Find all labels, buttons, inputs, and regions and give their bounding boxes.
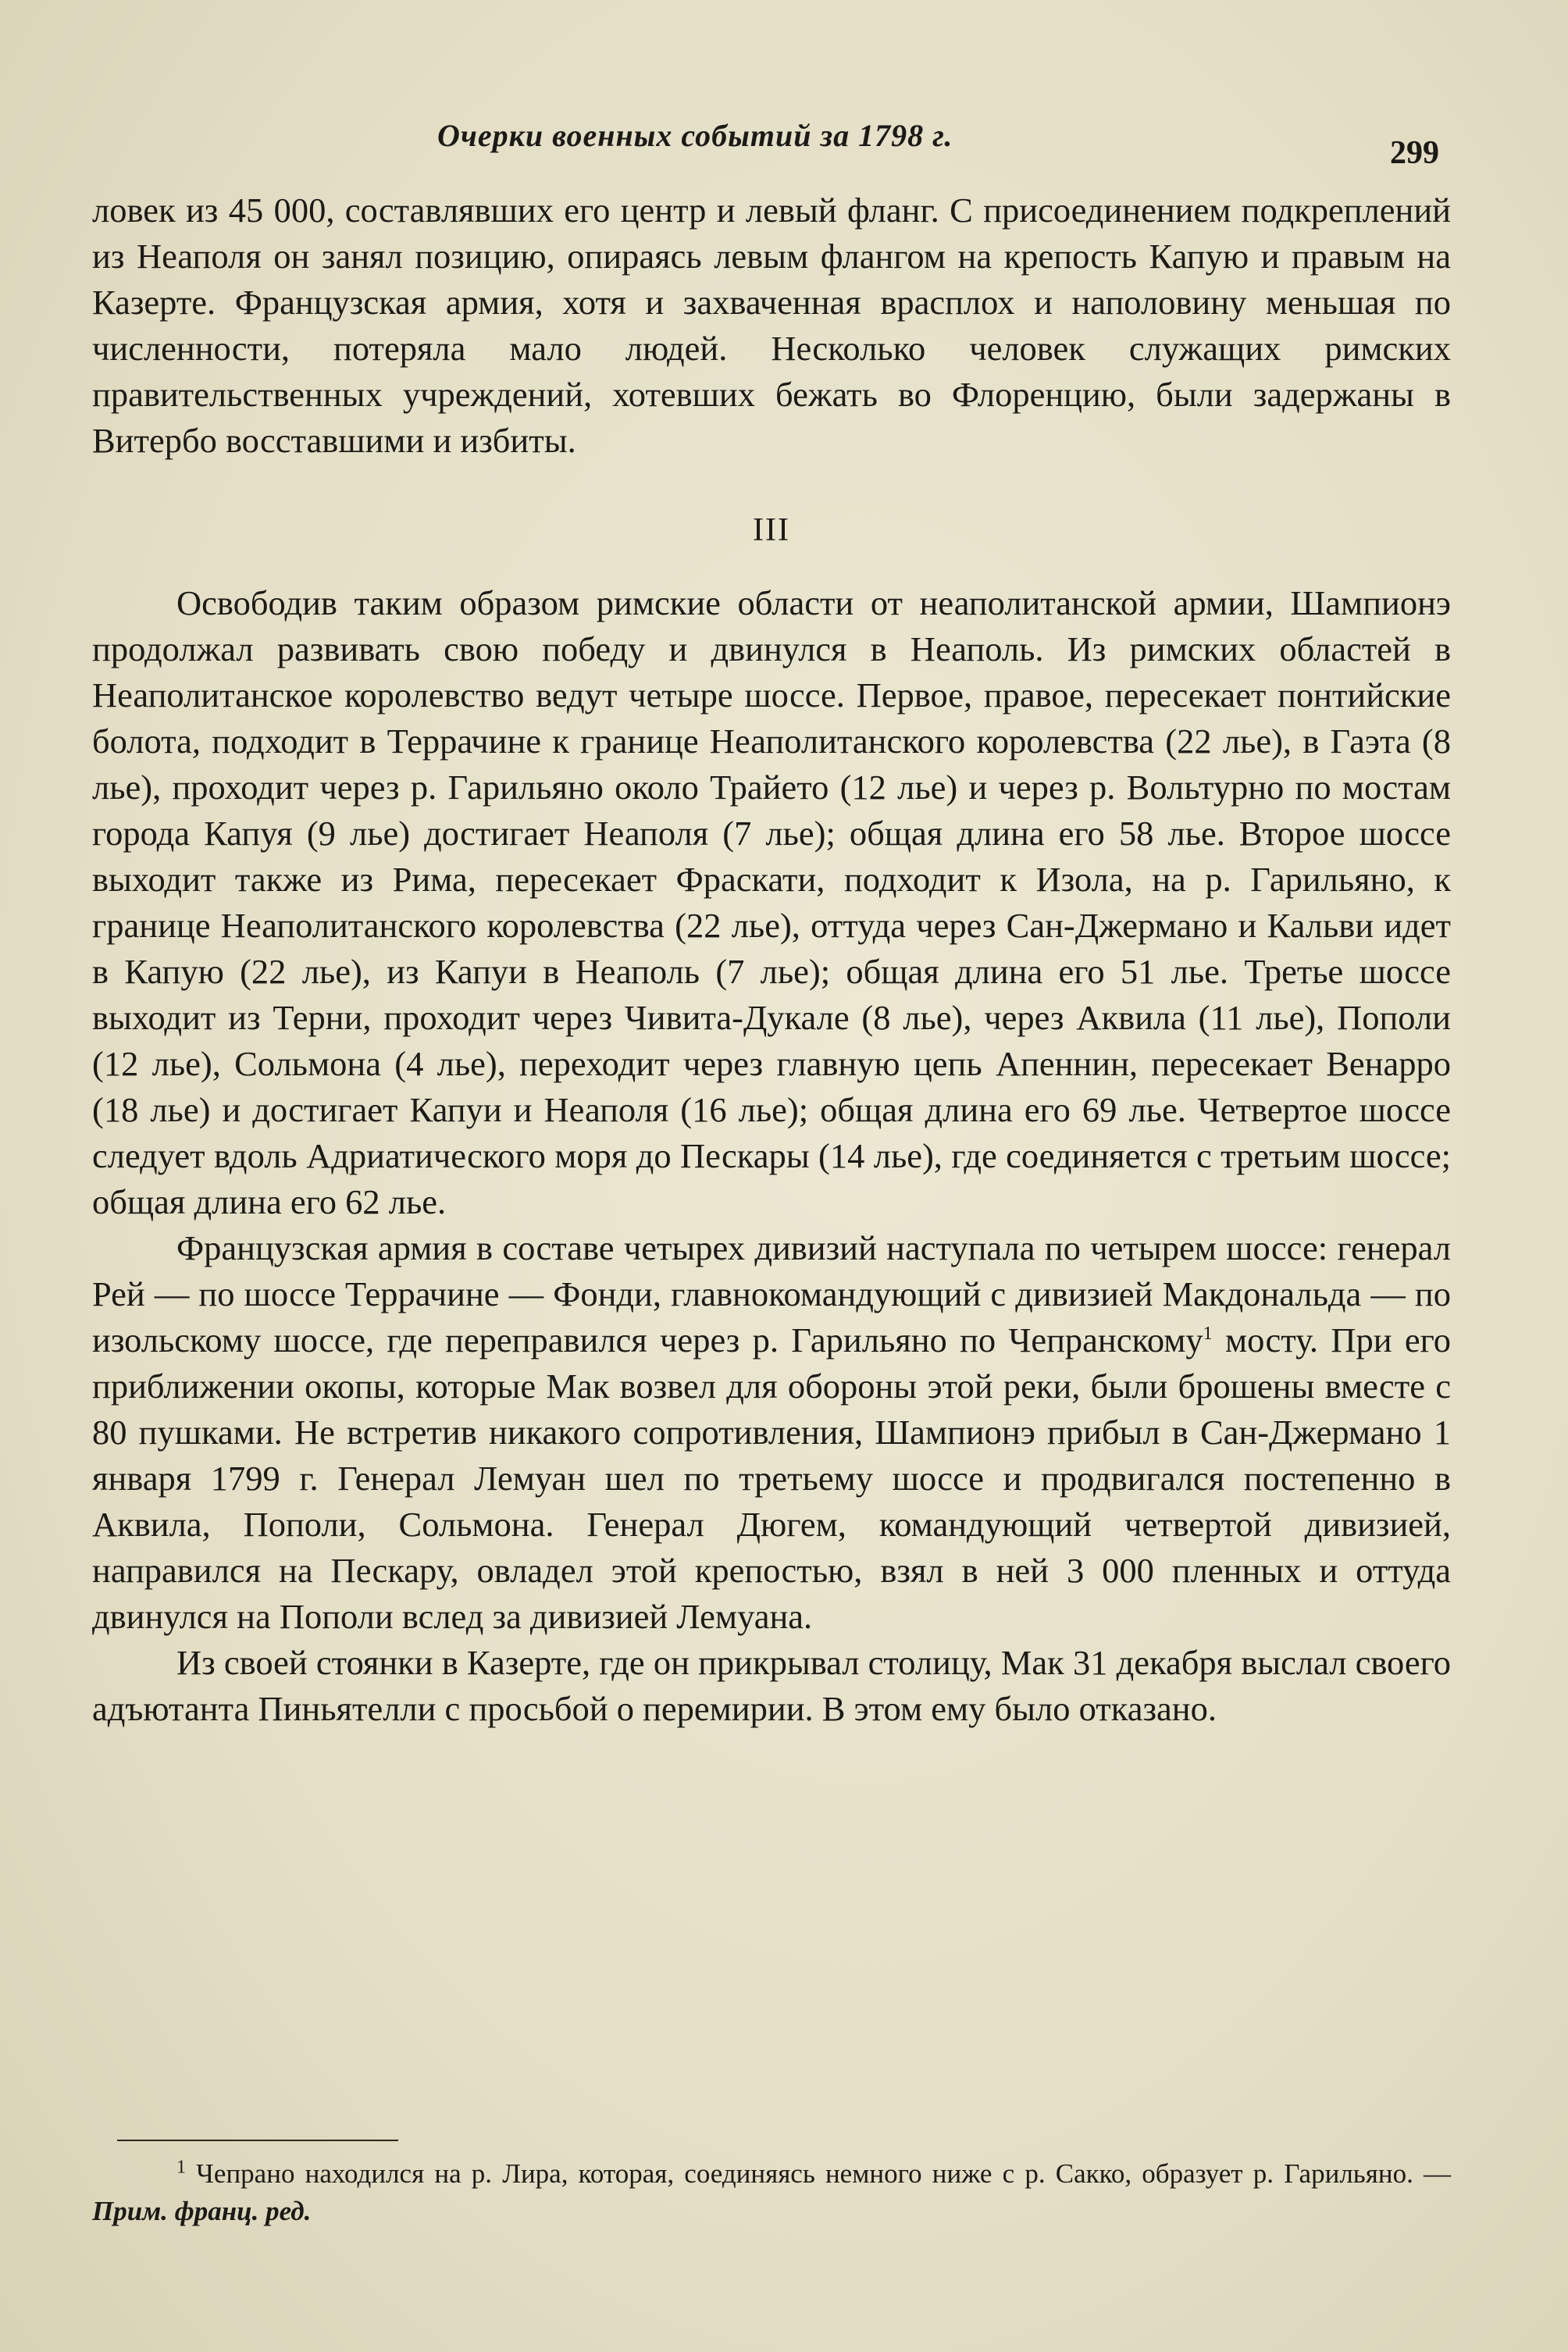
running-head: Очерки военных событий за 1798 г. [437, 118, 953, 153]
paragraph-continuation: ловек из 45 000, составлявших его центр и левый фланг. С присоединением подкреплений из Неаполя он занял позицию, опираясь левым флангом на крепость Капую и правым на Казерте. Французская армия, хотя и захваченная врасплох и наполовину меньшая по численности, потеряла мало людей. Несколько человек служащих римских правительственных учреждений, хотевших бежать во Флоренцию, были задержаны в Витербо восставшими и избиты. [92, 191, 1451, 460]
paragraph-armistice: Из своей стоянки в Казерте, где он прикрывал столицу, Мак 31 декабря выслал своего адъютанта Пиньятелли с просьбой о перемирии. В этом ему было отказано. [92, 1643, 1451, 1728]
body-text [92, 187, 1451, 1732]
paragraph-roads: Освободив таким образом римские области от неаполитанской армии, Шампионэ продолжал развивать свою победу и двинулся в Неаполь. Из римских областей в Неаполитанское королевство ведут четыре шоссе. Первое, правое, пересекает понтийские болота, подходит в Террачине к границе Неаполитанского королевства (22 лье), в Гаэта (8 лье), проходит через р. Гарильяно около Трайето (12 лье) и через р. Вольтурно по мостам города Капуя (9 лье) достигает Неаполя (7 лье); общая длина его 58 лье. Второе шоссе выходит также из Рима, пересекает Фраскати, подходит к Изола, на р. Гарильяно, к границе Неаполитанского королевства (22 лье), оттуда через Сан-Джермано и Кальви идет в Капую (22 лье), из Капуи в Неаполь (7 лье); общая длина его 51 лье. Третье шоссе выходит из Терни, проходит через Чивита-Дукале (8 лье), через Аквила (11 лье), Пополи (12 лье), Сольмона (4 лье), переходит через главную цепь Апеннин, пересекает Венарро (18 лье) и достигает Капуи и Неаполя (16 лье); общая длина его 69 лье. Четвертое шоссе следует вдоль Адриатического моря до Пескары (14 лье), где соединяется с третьим шоссе; общая длина его 62 лье. [92, 583, 1451, 1221]
section-number: III [753, 512, 790, 548]
footnote [92, 2155, 1451, 2230]
footnote-source: Прим. франц. ред. [92, 2196, 312, 2226]
footnote-text: Чепрано находился на р. Лира, которая, соединяясь немного ниже с р. Сакко, образует р. Гарильяно. — [186, 2158, 1451, 2189]
footnote-reference[interactable]: 1 [1203, 1324, 1213, 1345]
paragraph-advance-part2: мосту. При его приближении окопы, которые Мак возвел для обороны этой реки, были брошены вместе с 80 пушками. Не встретив никакого сопротивления, Шампионэ прибыл в Сан-Джермано 1 января 1799 г. Генерал Лемуан шел по третьему шоссе и продвигался постепенно в Аквила, Пополи, Сольмона. Генерал Дюгем, командующий четвертой дивизией, направился на Пескару, овладел этой крепостью, взял в ней 3 000 пленных и оттуда двинулся на Пополи вслед за дивизией Лемуана. [92, 1320, 1451, 1636]
paragraph-advance-part1: Французская армия в составе четырех дивизий наступала по четырем шоссе: генерал Рей — по шоссе Террачине — Фонди, главнокомандующий с дивизией Макдональда — по изольскому шоссе, где переправился через р. Гарильяно по Чепранскому [92, 1228, 1451, 1360]
footnote-marker: 1 [176, 2157, 186, 2178]
paragraph-advance [92, 1225, 1451, 1640]
page-number: 299 [1390, 135, 1439, 171]
footnote-divider [117, 2140, 398, 2141]
